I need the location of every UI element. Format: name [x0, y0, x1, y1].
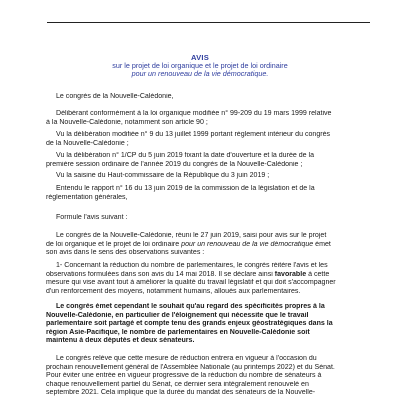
paragraph-line: mesure qui vise avant tout à améliorer la qualité du travail législatif et qui doit s'accompagner	[46, 279, 336, 287]
paragraph-text: observations formulées dans son avis du 14 mai 2018. Il se déclare ainsi	[46, 270, 273, 278]
paragraph-line: septembre 2021. Cela implique que la durée du mandat des sénateurs de la Nouvelle-	[46, 389, 316, 397]
preamble-line: Vu la délibération n° 1/CP du 5 juin 2019 fixant la date d'ouverture et la durée de la	[56, 152, 315, 159]
paragraph-bold-text: favorable	[274, 270, 307, 278]
preamble-line: première session ordinaire de l'année 2019 du congrès de la Nouvelle-Calédonie ;	[46, 160, 303, 168]
formule-heading	[46, 214, 372, 223]
preamble-line: réglementation générales,	[46, 193, 128, 201]
paragraph-line: Pour éviter une entrée en vigueur progressive de la réduction du nombre de sénateurs à	[46, 372, 322, 380]
preamble-line: de la Nouvelle-Calédonie ;	[46, 139, 129, 147]
paragraph-italic-text: pour un renouveau de la vie démocratique	[181, 240, 314, 248]
paragraph-line: chaque renouvellement partiel du Sénat, ce dernier sera intégralement renouvelé en	[46, 380, 309, 388]
preamble-line: Vu la délibération modifiée n° 9 du 13 juillet 1999 portant règlement intérieur du congrès	[56, 131, 331, 138]
document-subtitle: sur le projet de loi organique et le projet de loi ordinaire	[112, 61, 288, 70]
paragraph-line: maintenu à deux députés et deux sénateurs.	[46, 337, 195, 345]
paragraph-line: Le congrès relève que cette mesure de réduction entrera en vigueur à l'occasion du	[56, 355, 317, 362]
paragraph-line: Nouvelle-Calédonie, en particulier de l'éloignement qui nécessite que le travail	[46, 311, 309, 319]
paragraph-text: émet	[315, 240, 331, 248]
formule-text: Formule l'avis suivant :	[56, 214, 128, 221]
preamble-block	[46, 172, 372, 181]
paragraph-line	[46, 271, 372, 280]
preamble-line: Vu la saisine du Haut-commissaire de la République du 3 juin 2019 ;	[56, 172, 270, 179]
paragraph-line: d'un renforcement des moyens, notamment humains, alloués aux parlementaires.	[46, 287, 301, 295]
paragraph-4	[46, 355, 372, 398]
preamble-block	[46, 131, 372, 148]
document-subtitle-italic: pour un renouveau de la vie démocratique.	[131, 69, 269, 78]
preamble-line: à la Nouvelle-Calédonie, notamment son article 90 ;	[46, 118, 208, 126]
preamble-block	[46, 152, 372, 169]
paragraph-text: de loi organique et le projet de loi ordinaire	[46, 240, 180, 248]
paragraph-1	[46, 232, 372, 258]
document-title: AVIS	[191, 53, 209, 62]
preamble-line: Entendu le rapport n° 16 du 13 juin 2019 de la commission de la législation et de la	[56, 185, 315, 192]
paragraph-line: Le congrès émet cependant le souhait qu'au regard des spécificités propres à la	[56, 303, 325, 310]
preamble-block	[46, 110, 372, 127]
preamble-block	[46, 185, 372, 202]
paragraph-3	[46, 303, 372, 346]
header-rule	[47, 22, 370, 23]
paragraph-line: région Asie-Pacifique, le nombre de parlementaires en Nouvelle-Calédonie soit	[46, 328, 310, 336]
paragraph-line: 1- Concernant la réduction du nombre de parlementaires, le congrès réitère l'avis et les	[56, 262, 328, 269]
paragraph-line: son avis dans le sens des observations suivantes :	[46, 249, 205, 257]
paragraph-2	[46, 262, 372, 296]
paragraph-line	[46, 241, 372, 250]
preamble-line: Délibérant conformément à la loi organique modifiée n° 99-209 du 19 mars 1999 relative	[56, 110, 332, 117]
paragraph-text: à cette	[308, 270, 330, 278]
preamble-line: Le congrès de la Nouvelle-Calédonie,	[56, 93, 174, 100]
paragraph-line: prochain renouvellement général de l'Assemblée Nationale (au printemps 2022) et du Sénat.	[46, 363, 335, 371]
preamble-line	[46, 93, 372, 102]
paragraph-line: Le congrès de la Nouvelle-Calédonie, réuni le 27 juin 2019, saisi pour avis sur le projet	[56, 232, 327, 239]
paragraph-line: parlementaire soit partagé et compte tenu des grands enjeux géostratégiques dans la	[46, 320, 333, 328]
